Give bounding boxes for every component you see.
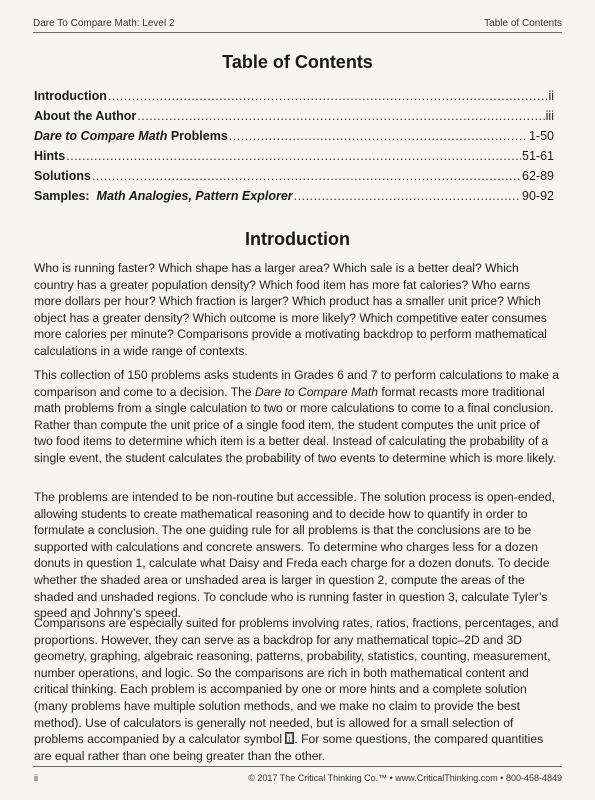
introduction-heading: Introduction [245,229,350,249]
intro-paragraph-1 [34,260,561,360]
toc-entry-label: Samples: Math Analogies, Pattern Explorer [34,189,293,203]
footer-rule [33,766,562,767]
toc-entry-page: 62-89 [522,169,554,183]
toc-entry-samples [34,189,554,209]
copyright-footer: © 2017 The Critical Thinking Co.™ • www.CriticalThinking.com • 800-458-4849 [248,773,562,783]
toc-entry-page: 1-50 [528,129,554,143]
toc-leader-dots [294,189,521,203]
toc-entry-page: iii [545,109,554,123]
paragraph-text: Who is running faster? Which shape has a larger area? Which sale is a better deal? Which country has a greater population density? Which food item has more fat calories? Who earns more dollars per hour? Which fraction is larger? Which product has a smaller unit price? Which object has a greater density? Which outcome is more likely? Which competitive eater consumes more calories per minute? Comparisons provide a motivating backdrop to perform mathematical calculations in a wide range of contexts. [34,261,547,358]
toc-entry-label: Dare to Compare Math Problems [34,129,228,143]
toc-entry-label: Hints [34,149,66,163]
running-header-right: Table of Contents [484,18,562,29]
running-header-left: Dare To Compare Math: Level 2 [33,18,175,29]
toc-entry-page: 51-61 [522,149,554,163]
toc-entry-label: Solutions [34,169,91,183]
toc-entry-problems [34,129,554,149]
toc-entry-page: 90-92 [522,189,554,203]
toc-leader-dots [137,109,544,123]
toc-leader-dots [108,89,548,103]
paragraph-text: Comparisons are especially suited for problems involving rates, ratios, fractions, percentages, and proportions. However, they can serve as a backdrop for any mathematical topic–2D and 3D geometry, graphing, algebraic reasoning, patterns, probability, statistics, counting, measurement, number operations, and logic. So the comparisons are rich in both mathematical content and critical thinking. Each problem is accompanied by one or more hints and a complete solution (many problems have multiple solution methods, and we make no claim to provide the best method). Use of calculators is generally not needed, but is allowed for a small selection of problems accompanied by a calculator symbol . For some questions, the compared quantities are equal rather than one being greater than the other. [34,616,559,763]
toc-entry-page: ii [548,89,554,103]
intro-paragraph-3 [34,489,561,622]
toc-leader-dots [92,169,521,183]
intro-paragraph-2 [34,367,561,467]
page-number: ii [34,773,38,783]
calculator-icon [285,732,294,744]
toc-entry-label: Introduction [34,89,107,103]
toc-entry-label: About the Author [34,109,137,123]
toc-entry-introduction [34,89,554,109]
header-rule [33,32,562,33]
paragraph-text: The problems are intended to be non-routine but accessible. The solution process is open-ended, allowing students to create mathematical reasoning and to decide how to quantify in order to formulate a conclusion. The one guiding rule for all problems is that the conclusions are to be supported with calculations and concrete answers. To determine who charges less for a dozen donuts in question 1, calculate what Daisy and Freda each charge for a dozen donuts. To decide whether the shaded area or unshaded area is larger in question 2, compute the areas of the shaded and unshaded regions. To conclude who is running faster in question 3, calculate Tyler’s speed and Johnny’s speed. [34,490,555,621]
toc-title: Table of Contents [222,52,373,72]
intro-paragraph-4 [34,615,561,764]
toc-leader-dots [229,129,528,143]
toc-leader-dots [66,149,521,163]
paragraph-text: This collection of 150 problems asks students in Grades 6 and 7 to perform calculations to make a comparison and come to a decision. The Dare to Compare Math format recasts more traditional math problems from a single calculation to two or more calculations to come to a final conclusion. Rather than compute the unit price of a single food item, the student computes the unit price of two food items to determine which item is a better deal. Instead of calculating the probability of a single event, the student calculates the probability of two events to determine which is more likely. [34,368,560,465]
toc-entry-about-author [34,109,554,129]
table-of-contents [34,89,554,209]
toc-entry-solutions [34,169,554,189]
toc-entry-hints [34,149,554,169]
